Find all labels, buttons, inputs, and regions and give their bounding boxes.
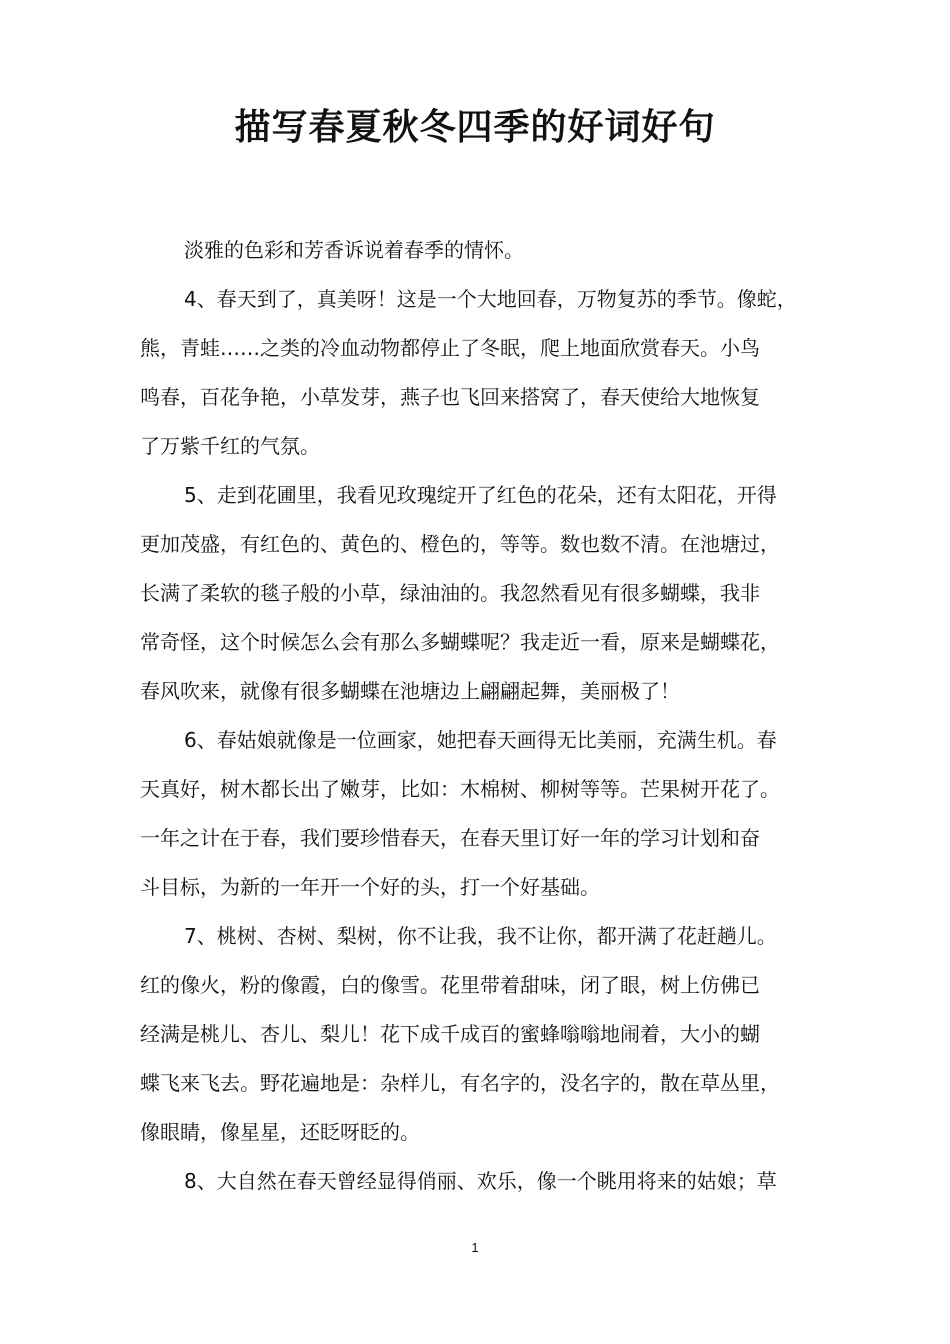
text-line: 红的像火，粉的像霞，白的像雪。花里带着甜味，闭了眼，树上仿佛已 xyxy=(140,973,760,997)
text-line: 常奇怪，这个时候怎么会有那么多蝴蝶呢？我走近一看，原来是蝴蝶花， xyxy=(140,630,780,654)
page-number: 1 xyxy=(471,1240,479,1255)
text-line: 熊，青蛙……之类的冷血动物都停止了冬眠，爬上地面欣赏春天。小鸟 xyxy=(140,336,760,360)
paragraph-7 xyxy=(140,912,820,1157)
paragraph-4 xyxy=(140,275,820,471)
paragraph-8 xyxy=(140,1157,820,1206)
paragraph-6 xyxy=(140,716,820,912)
text-line: 蝶飞来飞去。野花遍地是：杂样儿，有名字的，没名字的，散在草丛里， xyxy=(140,1071,780,1095)
text-line: 淡雅的色彩和芳香诉说着春季的情怀。 xyxy=(184,238,524,262)
paragraph-intro xyxy=(140,226,820,275)
text-line: 4、春天到了，真美呀！这是一个大地回春，万物复苏的季节。像蛇， xyxy=(184,287,797,311)
text-line: 6、春姑娘就像是一位画家，她把春天画得无比美丽，充满生机。春 xyxy=(184,728,777,752)
text-line: 经满是桃儿、杏儿、梨儿！花下成千成百的蜜蜂嗡嗡地闹着，大小的蝴 xyxy=(140,1022,760,1046)
text-line: 天真好，树木都长出了嫩芽，比如：木棉树、柳树等等。芒果树开花了。 xyxy=(140,777,780,801)
text-line: 长满了柔软的毯子般的小草，绿油油的。我忽然看见有很多蝴蝶，我非 xyxy=(140,581,760,605)
text-line: 斗目标，为新的一年开一个好的头，打一个好基础。 xyxy=(140,875,600,899)
document-body xyxy=(140,226,820,1206)
text-line: 更加茂盛，有红色的、黄色的、橙色的，等等。数也数不清。在池塘过， xyxy=(140,532,780,556)
text-line: 5、走到花圃里，我看见玫瑰绽开了红色的花朵，还有太阳花，开得 xyxy=(184,483,777,507)
text-line: 一年之计在于春，我们要珍惜春天，在春天里订好一年的学习计划和奋 xyxy=(140,826,760,850)
text-line: 像眼睛，像星星，还眨呀眨的。 xyxy=(140,1120,420,1144)
text-line: 8、大自然在春天曾经显得俏丽、欢乐，像一个眺用将来的姑娘；草 xyxy=(184,1169,777,1193)
text-line: 7、桃树、杏树、梨树，你不让我，我不让你，都开满了花赶趟儿。 xyxy=(184,924,777,948)
text-line: 春风吹来，就像有很多蝴蝶在池塘边上翩翩起舞，美丽极了！ xyxy=(140,679,680,703)
page-title: 描写春夏秋冬四季的好词好句 xyxy=(234,107,716,148)
text-line: 了万紫千红的气氛。 xyxy=(140,434,320,458)
text-line: 鸣春，百花争艳，小草发芽，燕子也飞回来搭窝了，春天使给大地恢复 xyxy=(140,385,760,409)
paragraph-5 xyxy=(140,471,820,716)
